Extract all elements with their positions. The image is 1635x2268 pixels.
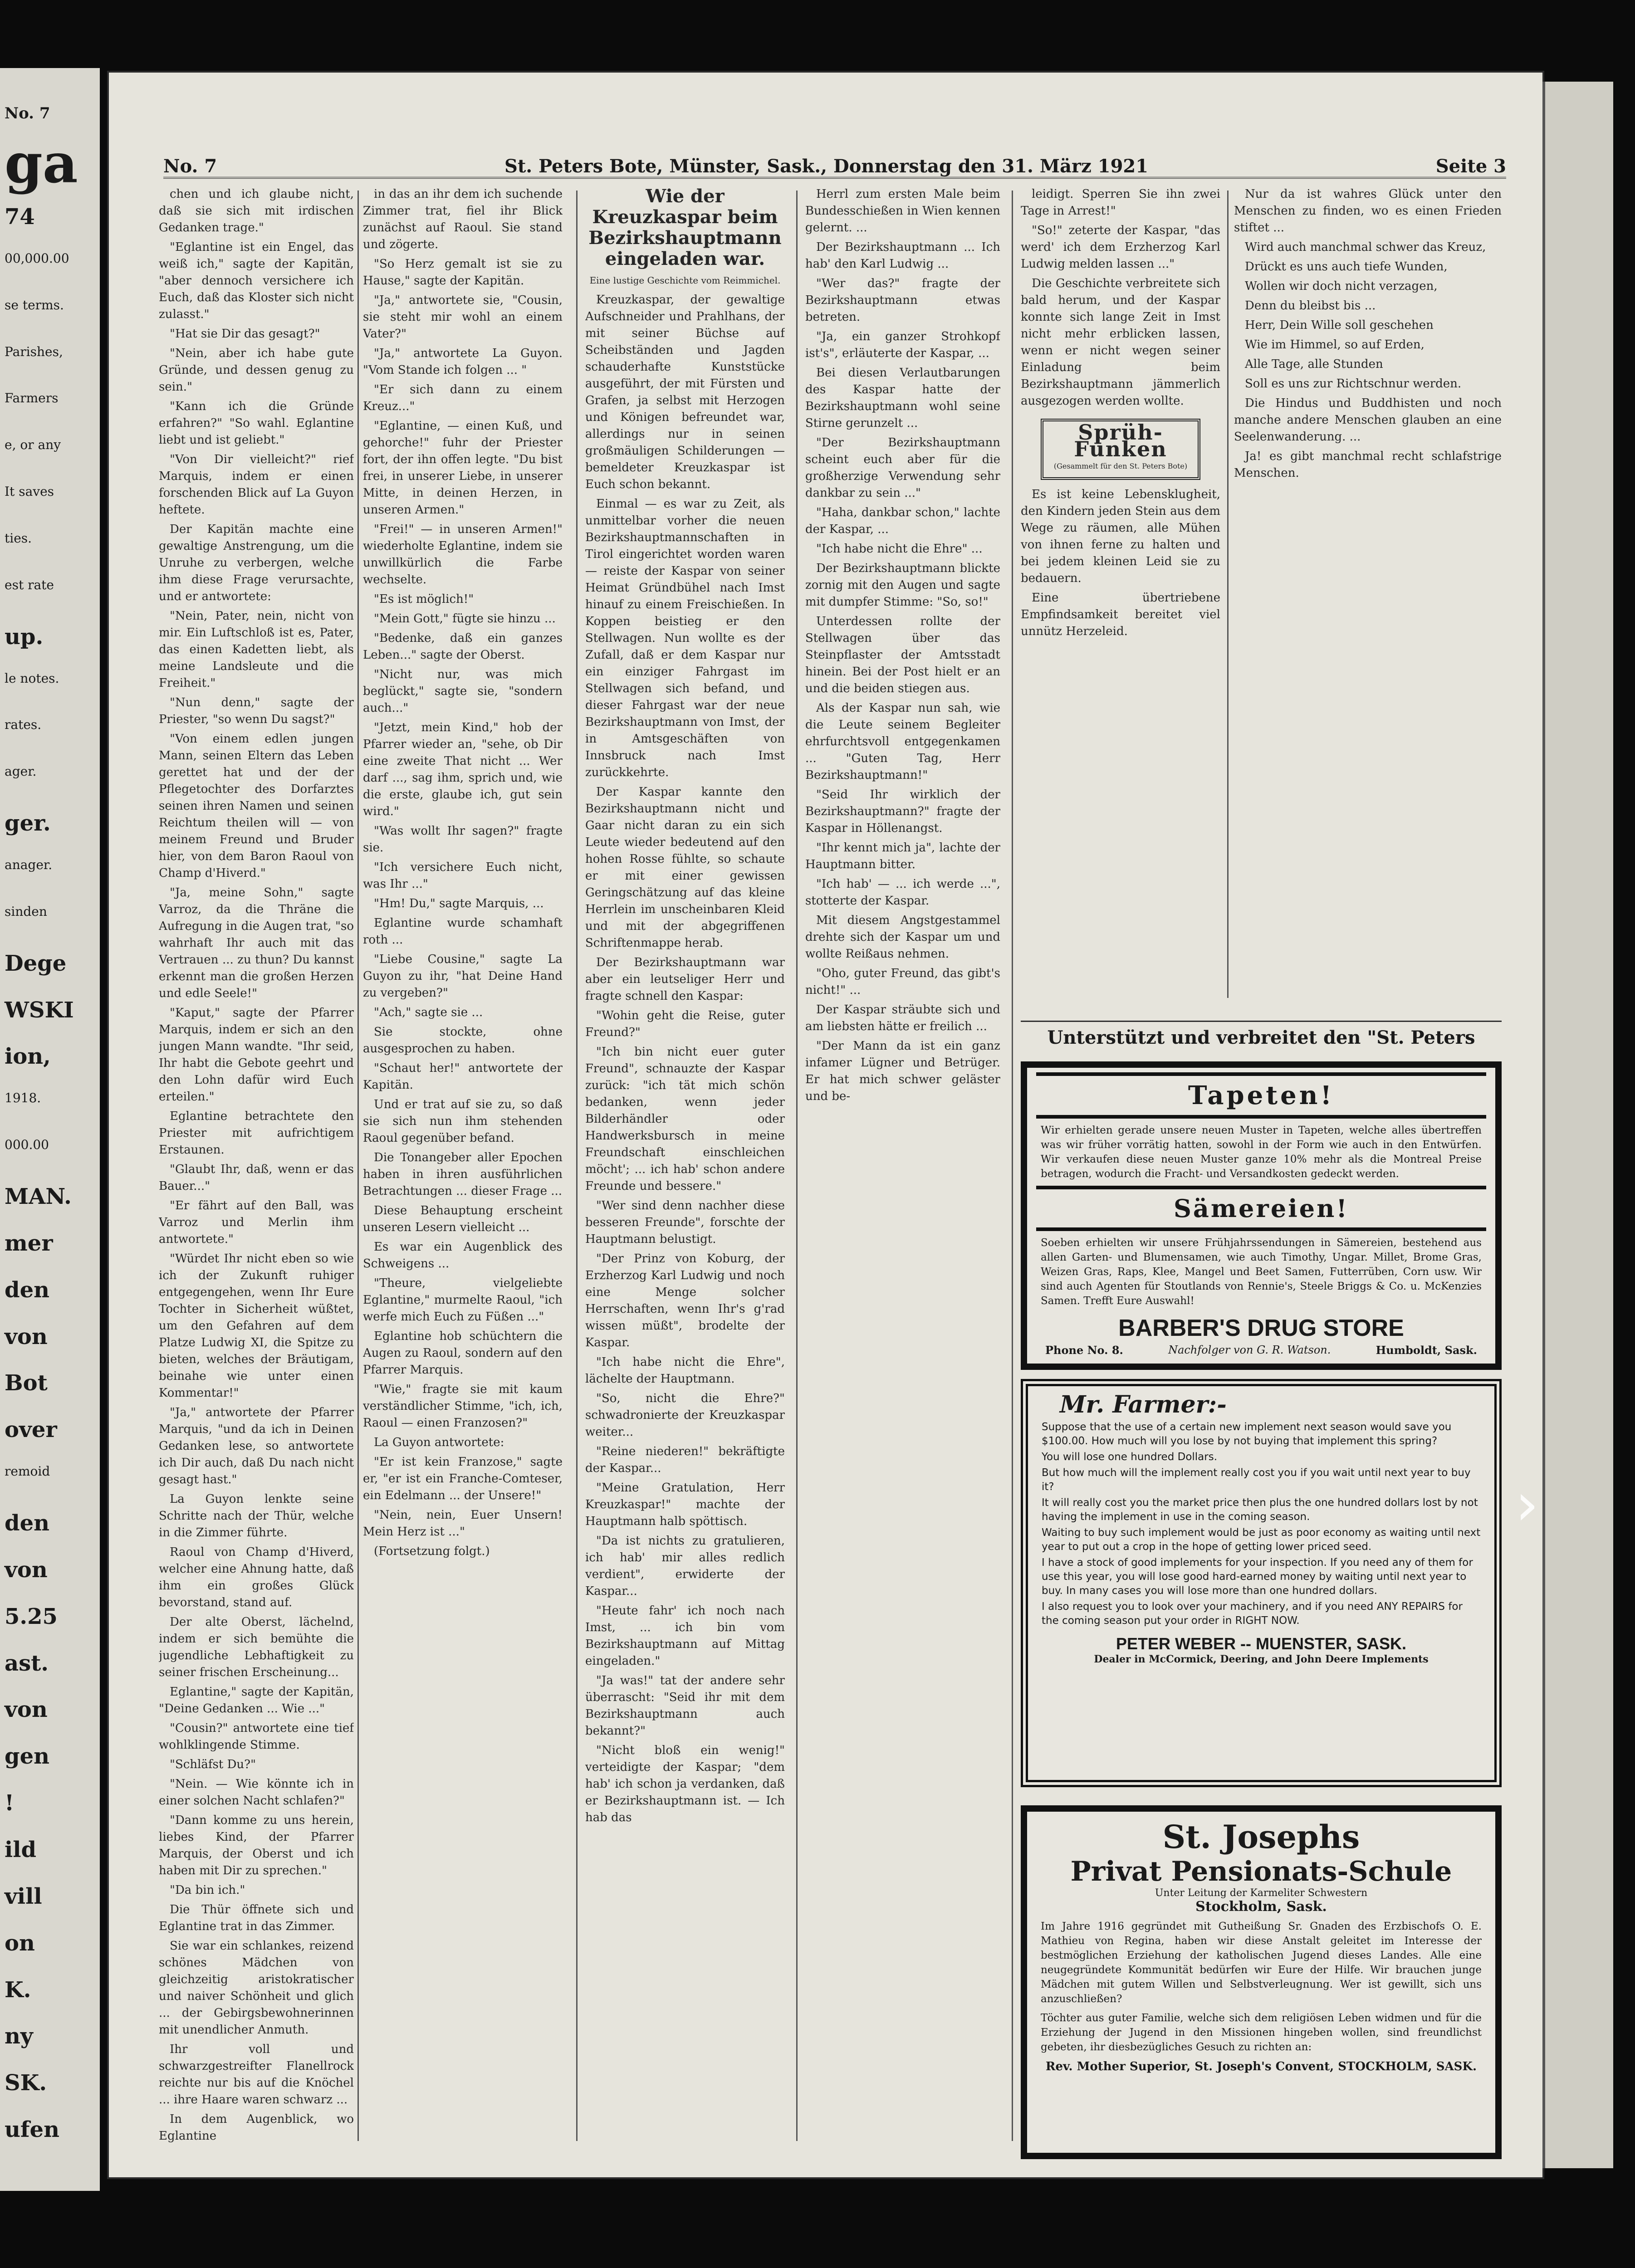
paragraph: in das an ihr dem ich suchende Zimmer trat, fiel ihr Blick zunächst auf Raoul. Sie stand und zögerte. [363,187,563,251]
school-address: Rev. Mother Superior, St. Joseph's Convent, STOCKHOLM, SASK. [1045,2060,1477,2073]
prev-page-fragment: on [5,1930,35,1956]
prev-page-fragment: 74 [5,204,35,230]
seeds-heading: Sämereien! [1173,1194,1349,1223]
prev-page-fragment: WSKI [5,997,74,1023]
paragraph: Sie stockte, ohne ausgesprochen zu haben. [363,1025,563,1056]
paragraph: Die Geschichte verbreitete sich bald herum, und der Kaspar konnte sich lange Zeit in Imst nicht mehr erblicken lassen, wenn er nicht wegen seiner Einladung beim Bezirkshauptmann jämmerlich ausgezogen werden wollte. [1021,277,1220,408]
paragraph: Ihr voll und schwarzgestreifter Flanellrock reichte nur bis auf die Knöchel ... ihre Haare waren schwarz ... [159,2043,354,2107]
paragraph: I also request you to look over your machinery, and if you need ANY REPAIRS for the coming season put your order in RIGHT NOW. [1042,1601,1463,1627]
paragraph: "Liebe Cousine," sagte La Guyon zu ihr, "hat Deine Hand zu vergeben?" [363,953,563,1000]
paragraph: "Hm! Du," sagte Marquis, ... [374,897,544,910]
paragraph: "Meine Gratulation, Herr Kreuzkaspar!" machte der Hauptmann halb spöttisch. [585,1481,785,1528]
prev-page-fragment: ufen [5,2117,59,2143]
paragraph: Der Kaspar kannte den Bezirkshauptmann nicht und Gaar nicht daran zu ein sich Leute wieder bedeutend auf den hohen Rosse fühlte, so schaute er mit einer gewissen Geringschätzung auf das kleine Herrlein im unscheinbaren Kleid und mit der abgegriffenen Schriftenmappe herab. [585,785,785,950]
paragraph: "Nicht nur, was mich beglückt," sagte sie, "sondern auch..." [363,668,563,715]
paragraph: "Hat sie Dir das gesagt?" [170,327,320,341]
paragraph: Alle Tage, alle Stunden [1245,357,1383,371]
paragraph: "Ja," antwortete sie, "Cousin, sie steht mir wohl an einem Vater?" [363,293,563,341]
wallpaper-heading: Tapeten! [1188,1080,1335,1110]
prev-page-fragment: rates. [5,717,42,733]
paragraph: "Nein, aber ich habe gute Gründe, und dessen genug zu sein." [159,347,354,394]
paragraph: La Guyon antwortete: [374,1436,504,1449]
paragraph: "Ich habe nicht die Ehre" ... [816,542,983,556]
paragraph: "Theure, vielgeliebte Eglantine," murmelte Raoul, "ich werfe mich Euch zu Füßen ..." [363,1276,563,1324]
column-2-serial-story [363,186,563,2150]
paragraph: "Kaput," sagte der Pfarrer Marquis, indem er sich an den jungen Mann wandte. "Ihr seid, Ihr habt die Gebote geehrt und den Lohn dafür wird Euch erteilen." [159,1006,354,1104]
paragraph: "Wer sind denn nachher diese besseren Freunde", forschte der Hauptmann belustigt. [585,1199,785,1246]
store-name: BARBER'S DRUG STORE [1118,1315,1404,1341]
paragraph: Herr, Dein Wille soll geschehen [1245,318,1434,332]
paragraph: "Ja was!" tat der andere sehr überrascht: "Seid ihr mit dem Bezirkshauptmann auch bekannt?" [585,1674,785,1738]
store-town: Humboldt, Sask. [1376,1344,1477,1357]
paragraph: Als der Kaspar nun sah, wie die Leute seinem Begleiter ehrfurchtsvoll entgegenkamen ... "Guten Tag, Herr Bezirkshauptmann!" [805,701,1000,782]
prev-page-fragment: le notes. [5,670,59,686]
page-number: Seite 3 [1435,156,1506,177]
paragraph: Die Tonangeber aller Epochen haben in ihren ausführlichen Betrachtungen ... dieser Frage ... [363,1151,563,1198]
paragraph: Wie im Himmel, so auf Erden, [1245,338,1425,352]
support-slogan: Unterstützt und verbreitet den "St. Peters [1021,1021,1502,1054]
paragraph: Kreuzkaspar, der gewaltige Aufschneider und Prahlhans, der mit seiner Büchse auf Scheibständen und Jagden schauderhafte Kunststücke ausgeführt, der mit Fürsten und Grafen, ja selbst mit Herzogen und Königen befreundet war, allerdings nur in seinen großmäuligen Schilderungen — bemeldeter Kreuzkaspar ist Euch schon bekannt. [585,293,785,491]
paragraph: "Der Prinz von Koburg, der Erzherzog Karl Ludwig und noch eine Menge solcher Herrschaften, wenn Ihr's g'rad wissen müßt", brodelte der Kaspar. [585,1252,785,1349]
prev-page-fragment: von [5,1697,48,1723]
paragraph: "Haha, dankbar schon," lachte der Kaspar, ... [805,506,1000,536]
prev-masthead-fragment: ga [5,132,78,196]
prev-page-fragment: den [5,1510,49,1536]
column-5 [1021,186,1220,1012]
paragraph: Soll es uns zur Richtschnur werden. [1245,377,1462,391]
paragraph: "Schläfst Du?" [170,1758,256,1771]
column-6-essay [1234,186,1502,1012]
column-rule [576,191,578,2141]
prev-page-fragment: Dege [5,950,67,976]
school-body: Im Jahre 1916 gegründet mit Gutheißung Sr. Gnaden des Erzbischofs O. E. Mathieu von Regina, haben wir diese Anstalt geleitet im Interesse der bestmöglichen Erziehung der katholischen Jugend dieses Landes. Alle eine neugegründete Kommunität bedürfen wir Eure der Hilfe. Wir brauchen junge Mädchen mit gutem Willen und Selbstverleugnung. Wer ist gewillt, sich uns anzuschließen? [1041,1921,1482,2005]
spruh-funken-text [1021,486,1220,640]
paragraph: "Nein, nein, Euer Unsern! Mein Herz ist ..." [363,1508,563,1539]
paragraph: "Da bin ich." [170,1883,245,1897]
farmer-dealer: PETER WEBER -- MUENSTER, SASK. [1116,1634,1407,1653]
paragraph: Raoul von Champ d'Hiverd, welcher eine Ahnung hatte, daß ihm ein großes Glück bevorstand, stand auf. [159,1545,354,1609]
chevron-right-icon[interactable]: › [1515,1470,1539,1539]
paragraph: Eine übertriebene Empfindsamkeit bereitet viel unnütz Herzeleid. [1021,591,1220,638]
paragraph: "Er fährt auf den Ball, was Varroz und Merlin ihm antwortete." [159,1199,354,1246]
paragraph: "Dann komme zu uns herein, liebes Kind, der Pfarrer Marquis, der Oberst und ich haben mit Dir zu sprechen." [159,1813,354,1877]
paper-dateline: St. Peters Bote, Münster, Sask., Donnerstag den 31. März 1921 [504,156,1149,177]
prev-page-fragment: est rate [5,577,54,592]
paragraph: Unterdessen rollte der Stellwagen über das Steinpflaster der Amtsstadt hinein. Bei der Post hielt er an und die beiden stiegen aus. [805,615,1000,695]
paragraph: "Er ist kein Franzose," sagte er, "er ist ein Franche-Comteser, ein Edelmann ... der Unsere!" [363,1455,563,1502]
story-title: Wie der Kreuzkaspar beim Bezirkshauptmann eingeladen war. [588,186,782,269]
paragraph: It will really cost you the market price then plus the one hundred dollars lost by not having the implement in use in the coming season. [1042,1497,1478,1523]
prev-page-fragment: ties. [5,531,32,546]
paragraph: Mit diesem Angstgestammel drehte sich der Kaspar um und wollte Reißaus nehmen. [805,914,1000,961]
paragraph: Herrl zum ersten Male beim Bundesschießen in Wien kennen gelernt. ... [805,187,1000,235]
paragraph: "Bedenke, daß ein ganzes Leben..." sagte der Oberst. [363,631,563,662]
prev-page-fragment: 000.00 [5,1137,49,1153]
paragraph: chen und ich glaube nicht, daß sie sich mit irdischen Gedanken trage." [159,187,354,235]
paragraph: "Der Bezirkshauptmann scheint euch aber für die großherzige Verwendung sehr dankbar zu sein ..." [805,436,1000,500]
paragraph: Und er trat auf sie zu, so daß sie sich nun ihm stehenden Raoul gegenüber befand. [363,1098,563,1145]
paragraph: Die Hindus und Buddhisten und noch manche andere Menschen glauben an eine Seelenwanderung. ... [1234,396,1502,444]
prev-page-fragment: ger. [5,811,51,836]
paragraph: Eglantine betrachtete den Priester mit aufrichtigem Erstaunen. [159,1110,354,1157]
paragraph: Ja! es gibt manchmal recht schlafstrige Menschen. [1234,450,1502,480]
previous-page-edge [0,68,100,2191]
paragraph: "So!" zeterte der Kaspar, "das werd' ich dem Erzherzog Karl Ludwig melden lassen ..." [1021,224,1220,271]
paragraph: Der Bezirkshauptmann ... Ich hab' den Karl Ludwig ... [805,240,1000,271]
prev-page-fragment: ny [5,2024,33,2049]
column-1-serial-story [159,186,354,2150]
farmer-dealer-sub: Dealer in McCormick, Deering, and John Deere Implements [1094,1653,1429,1665]
paragraph: "Seid Ihr wirklich der Bezirkshauptmann?" fragte der Kaspar in Höllenangst. [805,788,1000,835]
paragraph: Wird auch manchmal schwer das Kreuz, [1245,240,1486,254]
paragraph: "Nein, Pater, nein, nicht von mir. Ein Luftschloß ist es, Pater, das einen Kadetten liebt, als meine Landsleute und die Freiheit." [159,609,354,690]
paragraph: Wollen wir doch nicht verzagen, [1245,279,1438,293]
prev-page-fragment: 1918. [5,1090,41,1106]
paragraph: "Was wollt Ihr sagen?" fragte sie. [363,824,563,855]
paragraph: "Eglantine, — einen Kuß, und gehorche!" fuhr der Priester fort, der ihn offen legte. "Du bist frei, in unserer Liebe, in unserer Mitte, in deinen Herzen, in unseren Armen." [363,419,563,517]
paragraph: "Frei!" — in unseren Armen!" wiederholte Eglantine, indem sie unwillkürlich die Farbe wechselte. [363,523,563,587]
prev-page-fragment: vill [5,1883,42,1909]
prev-page-fragment: remoid [5,1464,50,1479]
paragraph: In dem Augenblick, wo Eglantine [159,2112,354,2143]
paragraph: "Schaut her!" antwortete der Kapitän. [363,1061,563,1092]
prev-page-fragment: 00,000.00 [5,250,69,266]
school-title-1: St. Josephs [1162,1818,1360,1856]
prev-page-fragment: ast. [5,1650,49,1676]
paragraph: "Wohin geht die Reise, guter Freund?" [585,1009,785,1039]
paragraph: "Ach," sagte sie ... [374,1006,483,1019]
prev-page-fragment: K. [5,1977,31,2003]
column-rule [1227,191,1229,998]
paragraph: "Heute fahr' ich noch nach Imst, ... ich bin vom Bezirkshauptmann auf Mittag eingeladen." [585,1604,785,1668]
story-ending [1021,186,1220,410]
column-rule [357,191,359,2141]
paragraph: leidigt. Sperren Sie ihn zwei Tage in Arrest!" [1021,187,1220,218]
school-sub-2: Stockholm, Sask. [1195,1899,1327,1915]
paragraph: Diese Behauptung erscheint unseren Lesern vielleicht ... [363,1204,563,1234]
column-4-kreuzkaspar-cont [805,186,1000,2150]
paragraph: I have a stock of good implements for your inspection. If you need any of them for use this year, you will lose good hard-earned money by waiting until next year to buy. In many cases you will lose more than one hundred dollars. [1042,1557,1473,1597]
spruh-funken-subtitle: (Gesammelt für den St. Peters Bote) [1053,462,1188,470]
prev-page-fragment: up. [5,624,44,650]
paragraph: "Ihr kennt mich ja", lachte der Hauptmann bitter. [805,841,1000,871]
paragraph: Einmal — es war zu Zeit, als unmittelbar vorher die neuen Bezirkshauptmannschaften in Tirol eingerichtet worden waren — reiste der Kaspar von seiner Heimat Gründbühel nach Imst hinauf zu einem Freischießen. In Koppen beistieg er den Stellwagen. Nun wollte es der Zufall, daß er dem Kaspar nur ein einziger Fahrgast im Stellwagen sich befand, und dieser Fahrgast war der neue Bezirkshauptmann von Imst, der in Amtsgeschäften von Innsbruck nach Imst zurückkehrte. [585,497,785,779]
paragraph: "Mein Gott," fügte sie hinzu ... [374,612,556,626]
st-josephs-school-ad [1021,1805,1502,2159]
paragraph: "Würdet Ihr nicht eben so wie ich der Zukunft ruhiger entgegengehen, wenn Ihr Eure Tochter in Sicherheit wüßtet, um den Gefahren auf dem Platze Ludwig XI, die Spitze zu bieten, welches der Bräutigam, beinahe wie unter einen Kommentar!" [159,1252,354,1400]
prev-page-fragment: von [5,1324,48,1349]
paragraph: "Ja, ein ganzer Strohkopf ist's", erläuterte der Kaspar, ... [805,330,1000,360]
paragraph: Der Bezirkshauptmann war aber ein leutseliger Herr und fragte schnell den Kaspar: [585,956,785,1003]
paragraph: "Von Dir vielleicht?" rief Marquis, indem er einen forschenden Blick auf La Guyon heftete. [159,453,354,517]
paragraph: You will lose one hundred Dollars. [1042,1451,1218,1463]
prev-page-fragment: MAN. [5,1184,72,1209]
prev-page-fragment: It saves [5,484,54,499]
column-rule [1012,191,1013,2141]
prev-page-fragment: Farmers [5,391,59,406]
prev-page-fragment: den [5,1277,49,1303]
prev-page-fragment: ! [5,1790,15,1816]
seeds-text: Soeben erhielten wir unsere Frühjahrssendungen in Sämereien, bestehend aus allen Garten- und Blumensamen, wie auch Timothy, Ungar. Millet, Brome Gras, Weizen Gras, Raps, Klee, Mangel und Beet Samen, Futterrüben, Corn usw. Wir sind auch Agenten für Stoutlands von Rennie's, Steele Briggs & Co. u. McKenzies Samen. Trefft Eure Auswahl! [1041,1237,1482,1307]
paragraph: "Jetzt, mein Kind," hob der Pfarrer wieder an, "sehe, ob Dir eine zweite That nicht ... Wer darf ..., sag ihm, sprich und, wie die erste, glaube ich, gut sein wird." [363,721,563,818]
paragraph: "Es ist möglich!" [374,592,474,606]
paragraph: "Eglantine ist ein Engel, das weiß ich," sagte der Kapitän, "aber dennoch versichere ich Euch, daß das Kloster sich nicht zulasst." [159,240,354,321]
farmer-title: Mr. Farmer:- [1060,1391,1227,1418]
paragraph: Eglantine," sagte der Kapitän, "Deine Gedanken ... Wie ..." [159,1685,354,1716]
prev-page-fragment: gen [5,1744,49,1769]
paragraph: "So, nicht die Ehre?" schwadronierte der Kreuzkaspar weiter... [585,1392,785,1439]
paragraph: "Ich bin nicht euer guter Freund", schnauzte der Kaspar zurück: "ich tät mich schön bedanken, wenn jeder Bilderhändler oder Handwerksbursch in meine Freundschaft einschleichen möcht'; ... ich hab' schon andere Freunde und bessere." [585,1045,785,1193]
farmer-text [1028,1418,1494,1632]
paragraph: Suppose that the use of a certain new implement next season would save you $100.00. How much will you lose by not buying that implement this spring? [1042,1421,1452,1447]
paragraph: "Ja," antwortete der Pfarrer Marquis, "und da ich in Deinen Gedanken lese, so antwortete ich Dir auch, daß Du nach nicht gesagt hast." [159,1406,354,1486]
spruh-funken-title: Sprüh-Funken [1074,420,1167,461]
paragraph: Eglantine hob schüchtern die Augen zu Raoul, sondern auf den Pfarrer Marquis. [363,1330,563,1377]
paragraph: "Kann ich die Gründe erfahren?" "So wahl. Eglantine liebt und ist geliebt." [159,400,354,447]
paragraph: "Ich versichere Euch nicht, was Ihr ..." [363,860,563,891]
paragraph: "Oho, guter Freund, das gibt's nicht!" ... [805,967,1000,997]
prev-page-fragment: SK. [5,2070,47,2096]
spruh-funken-box [1041,419,1200,480]
paragraph: "Der Mann da ist ein ganz infamer Lügner und Betrüger. Er hat mich schwer geläster und be- [805,1039,1000,1103]
paragraph: "Ich habe nicht die Ehre", lächelte der Hauptmann. [585,1355,785,1386]
paragraph: "Ja," antwortete La Guyon. "Vom Stande ich folgen ... " [363,347,563,377]
paragraph: "Er sich dann zu einem Kreuz..." [363,383,563,413]
paragraph: "Wie," fragte sie mit kaum verständlicher Stimme, "ich, ich, Raoul — einen Franzosen?" [363,1383,563,1430]
newspaper-page [109,73,1542,2177]
paragraph: "Nein. — Wie könnte ich in einer solchen Nacht schlafen?" [159,1777,354,1808]
paragraph: "Glaubt Ihr, daß, wenn er das Bauer..." [159,1163,354,1193]
prev-page-fragment: 5.25 [5,1603,58,1629]
barbers-drug-store-ad [1021,1061,1502,1370]
prev-page-fragment: mer [5,1230,53,1256]
paragraph: La Guyon lenkte seine Schritte nach der Thür, welche in die Zimmer führte. [159,1492,354,1540]
school-body-2: Töchter aus guter Familie, welche sich dem religiösen Leben widmen und für die Erziehung der Jugend in den Missionen hingeben wollen, sind freundlichst gebeten, ihr diesbezügliches Gesuch zu richten an: [1041,2012,1482,2053]
next-page-edge [1542,82,1613,2168]
mr-farmer-ad [1021,1379,1502,1787]
school-title-2: Privat Pensionats-Schule [1070,1856,1452,1887]
paragraph: Der Bezirkshauptmann blickte zornig mit den Augen und sagte mit dumpfer Stimme: "So, so!" [805,562,1000,609]
paragraph: "Wer das?" fragte der Bezirkshauptmann etwas betreten. [805,277,1000,324]
prev-page-fragment: sinden [5,904,47,919]
store-contact-line [1027,1342,1495,1359]
paragraph: Waiting to buy such implement would be just as poor economy as waiting until next year to put out a crop in the hope of getting lower priced seed. [1042,1527,1481,1553]
paragraph: "Nun denn," sagte der Priester, "so wenn Du sagst?" [159,696,354,726]
school-sub-1: Unter Leitung der Karmeliter Schwestern [1155,1887,1368,1899]
story-subtitle: Eine lustige Geschichte vom Reimmichel. [589,275,781,286]
paragraph: "Nicht bloß ein wenig!" verteidigte der Kaspar; "dem hab' ich schon ja verdanken, daß er Bezirkshauptmann ist. — Ich hab das [585,1744,785,1824]
paragraph: "Reine niederen!" bekräftigte der Kaspar... [585,1445,785,1475]
paragraph: Bei diesen Verlautbarungen des Kaspar hatte der Bezirkshauptmann wohl seine Stirne gerunzelt ... [805,366,1000,430]
paragraph: Denn du bleibst bis ... [1245,299,1376,313]
prev-page-fragment: anager. [5,857,53,872]
prev-page-fragment: Parishes, [5,344,63,359]
wallpaper-text: Wir erhielten gerade unsere neuen Muster in Tapeten, welche alles übertreffen was wir früher vorrätig hatten, sowohl in der Form wie auch in den Entwürfen. Wir verkaufen diese neuen Muster ganze 10% mehr als die Montreal Preise betragen, wodurch die Fracht- und Versandkosten gedeckt werden. [1041,1124,1482,1180]
column-rule [796,191,798,2141]
paragraph: Eglantine wurde schamhaft roth ... [363,916,563,947]
prev-issue-label: No. 7 [5,104,50,122]
paragraph: But how much will the implement really cost you if you wait until next year to buy it? [1042,1467,1471,1493]
paragraph: Es war ein Augenblick des Schweigens ... [363,1240,563,1271]
prev-page-fragment: e, or any [5,437,61,453]
prev-page-fragment: ion, [5,1044,51,1070]
paragraph: "Ja, meine Sohn," sagte Varroz, da die Thräne die Aufregung in die Augen trat, "so wahrhaft Ihr auch mit das Vertrauen ... zu thun? Du kannst erkennt man die großen Herzen und edle Seele!" [159,886,354,1000]
prev-page-fragment: over [5,1417,57,1443]
paragraph: Die Thür öffnete sich und Eglantine trat in das Zimmer. [159,1903,354,1933]
paragraph: "Von einem edlen jungen Mann, seinen Eltern das Leben gerettet hat und der der Pflegetochter des Dorfarztes seinen ihren Namen und seinen Reichtum theilen will — von meinem Freund und Bruder hier, von dem Baron Raoul von Champ d'Hiverd." [159,732,354,880]
paragraph: (Fortsetzung folgt.) [374,1545,490,1558]
paragraph: "Ich hab' — ... ich werde ...", stotterte der Kaspar. [805,877,1000,908]
prev-page-fragment: ild [5,1837,37,1862]
paragraph: Der Kaspar sträubte sich und am liebsten hätte er freilich ... [805,1003,1000,1033]
prev-page-fragment: se terms. [5,297,64,313]
paragraph: Drückt es uns auch tiefe Wunden, [1245,260,1448,274]
issue-number: No. 7 [163,156,217,177]
paragraph: "Cousin?" antwortete eine tief wohlklingende Stimme. [159,1721,354,1752]
paragraph: Nur da ist wahres Glück unter den Menschen zu finden, wo es einen Frieden stiftet ... [1234,187,1502,235]
paragraph: "Da ist nichts zu gratulieren, ich hab' mir alles redlich verdient", erwiderte der Kaspar... [585,1534,785,1598]
store-phone: Phone No. 8. [1045,1344,1123,1357]
prev-page-fragment: ager. [5,764,37,779]
prev-page-fragment: Bot [5,1370,48,1396]
prev-page-fragment: von [5,1557,48,1583]
paragraph: Der Kapitän machte eine gewaltige Anstrengung, um die Unruhe zu verbergen, welche ihm diese Frage verursachte, und er antwortete: [159,523,354,603]
paragraph: Sie war ein schlankes, reizend schönes Mädchen von gleichzeitig aristokratischer und naiver Schönheit und glich ... der Gebirgsbewohnerinnen mit unendlicher Anmuth. [159,1939,354,2037]
paragraph: Es ist keine Lebensklugheit, den Kindern jeden Stein aus dem Wege zu räumen, alle Mühen von ihnen ferne zu halten und bei jedem kleinen Leid sie zu bedauern. [1021,488,1220,585]
store-successor: Nachfolger von G. R. Watson. [1168,1344,1331,1356]
paragraph: Der alte Oberst, lächelnd, indem er sich bemühte die jugendliche Lebhaftigkeit zu seiner frischen Erscheinung... [159,1615,354,1679]
page-header [163,136,1506,179]
story-body [585,292,785,1826]
column-3-kreuzkaspar [585,186,785,2150]
paragraph: "So Herz gemalt ist sie zu Hause," sagte der Kapitän. [363,257,563,288]
